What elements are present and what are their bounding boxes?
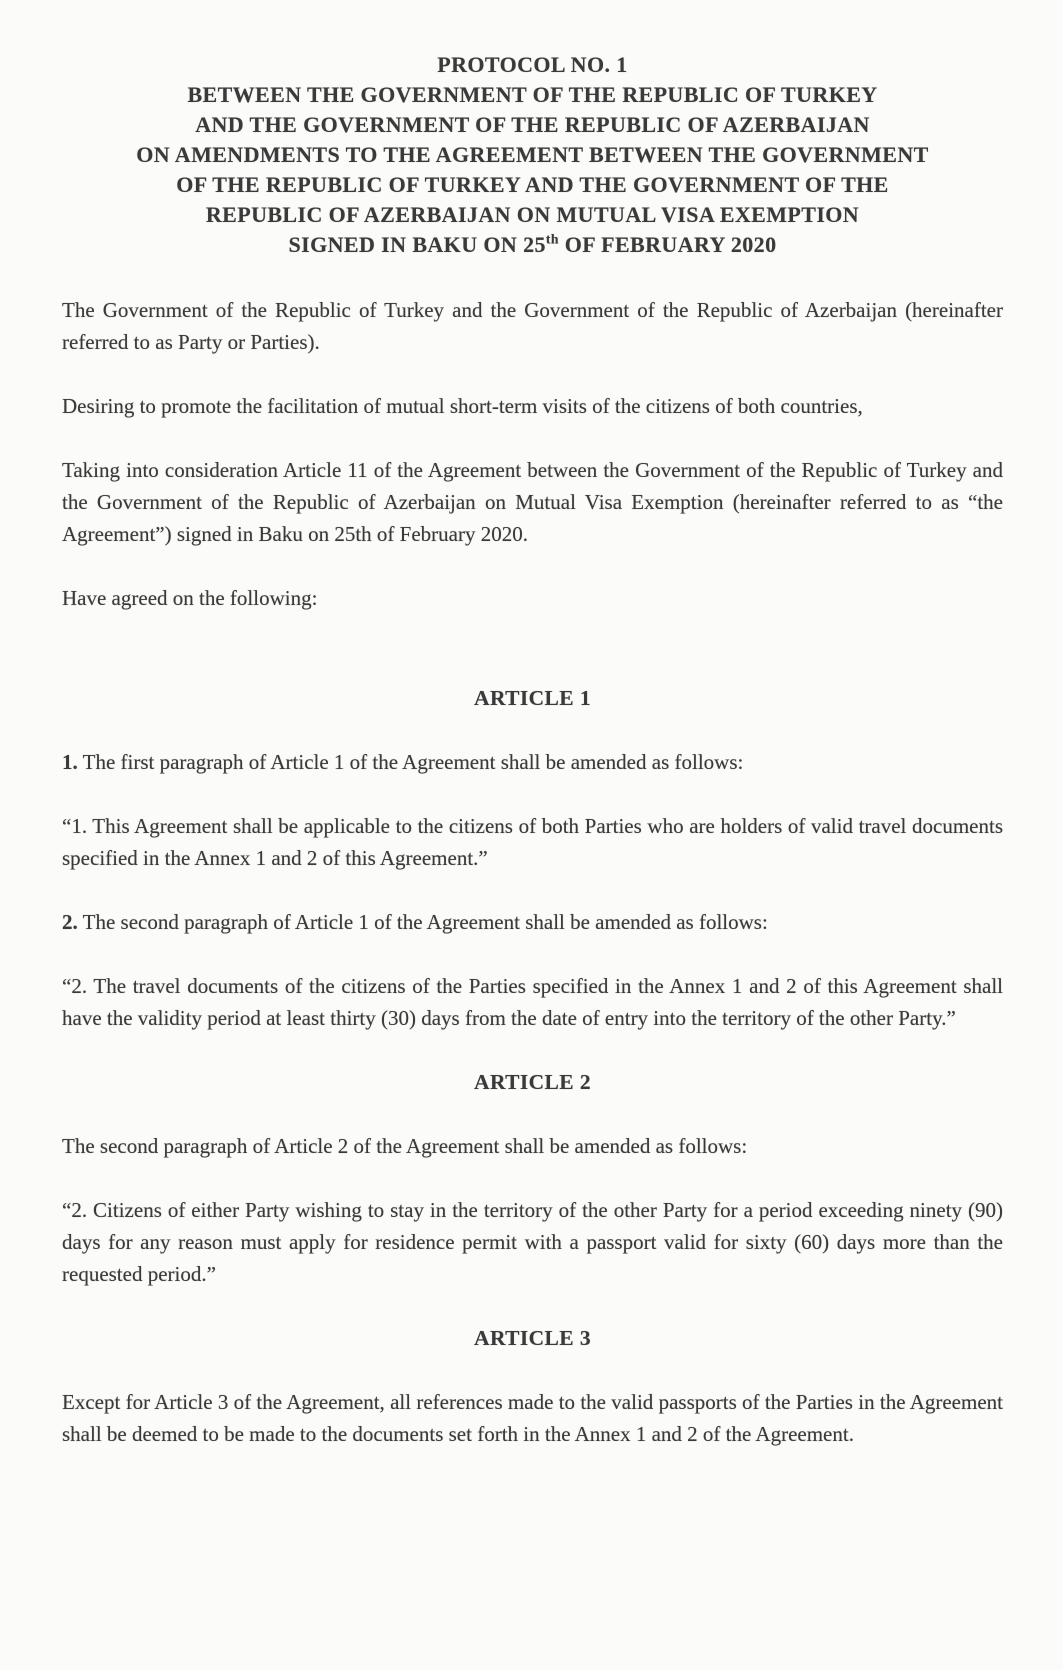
document-title <box>62 50 1003 260</box>
article-1-heading: ARTICLE 1 <box>474 686 591 710</box>
title-line-1: PROTOCOL NO. 1 <box>437 52 628 77</box>
article-2-heading: ARTICLE 2 <box>474 1070 591 1094</box>
article-1-clause-2-number: 2. <box>62 910 78 934</box>
preamble-agreed-paragraph: Have agreed on the following: <box>62 586 318 610</box>
title-date-prefix: SIGNED IN BAKU ON 25 <box>288 232 546 257</box>
title-line-4: ON AMENDMENTS TO THE AGREEMENT BETWEEN THE GOVERNMENT <box>136 142 929 167</box>
title-line-3: AND THE GOVERNMENT OF THE REPUBLIC OF AZERBAIJAN <box>195 112 870 137</box>
article-1-clause-1-text: The first paragraph of Article 1 of the Agreement shall be amended as follows: <box>77 750 744 774</box>
article-1-quoted-amendment-2: “2. The travel documents of the citizens of the Parties specified in the Annex 1 and 2 of this Agreement shall have the validity period at least thirty (30) days from the date of entry into the territory of the other Party.” <box>62 974 1003 1030</box>
title-line-6: REPUBLIC OF AZERBAIJAN ON MUTUAL VISA EXEMPTION <box>205 202 860 227</box>
title-line-2: BETWEEN THE GOVERNMENT OF THE REPUBLIC OF TURKEY <box>187 82 878 107</box>
preamble-parties-paragraph: The Government of the Republic of Turkey and the Government of the Republic of Azerbaijan (hereinafter referred to as Party or Parties). <box>62 298 1003 354</box>
article-1-quoted-amendment-1: “1. This Agreement shall be applicable to the citizens of both Parties who are holders of valid travel documents specified in the Annex 1 and 2 of this Agreement.” <box>62 814 1003 870</box>
article-2-quoted-amendment: “2. Citizens of either Party wishing to stay in the territory of the other Party for a period exceeding ninety (90) days for any reason must apply for residence permit with a passport valid for sixty (60) days more than the requested period.” <box>62 1198 1003 1286</box>
article-2-intro: The second paragraph of Article 2 of the Agreement shall be amended as follows: <box>62 1134 748 1158</box>
article-1-clause-1 <box>62 746 1003 778</box>
title-date-line <box>62 230 1003 260</box>
title-line-5: OF THE REPUBLIC OF TURKEY AND THE GOVERNMENT OF THE <box>176 172 889 197</box>
article-1-clause-2 <box>62 906 1003 938</box>
title-date-ordinal-suffix: th <box>545 231 559 247</box>
article-1-clause-1-number: 1. <box>62 750 78 774</box>
article-1-clause-2-text: The second paragraph of Article 1 of the Agreement shall be amended as follows: <box>77 910 768 934</box>
article-3-heading: ARTICLE 3 <box>474 1326 591 1350</box>
article-3-body: Except for Article 3 of the Agreement, all references made to the valid passports of the Parties in the Agreement shall be deemed to be made to the documents set forth in the Annex 1 and 2 of the Agreement. <box>62 1390 1003 1446</box>
preamble-consideration-paragraph: Taking into consideration Article 11 of the Agreement between the Government of the Republic of Turkey and the Government of the Republic of Azerbaijan on Mutual Visa Exemption (hereinafter referred to as “the Agreement”) signed in Baku on 25th of February 2020. <box>62 458 1003 546</box>
preamble-desiring-paragraph: Desiring to promote the facilitation of mutual short-term visits of the citizens of both countries, <box>62 394 863 418</box>
title-date-suffix: OF FEBRUARY 2020 <box>558 232 777 257</box>
